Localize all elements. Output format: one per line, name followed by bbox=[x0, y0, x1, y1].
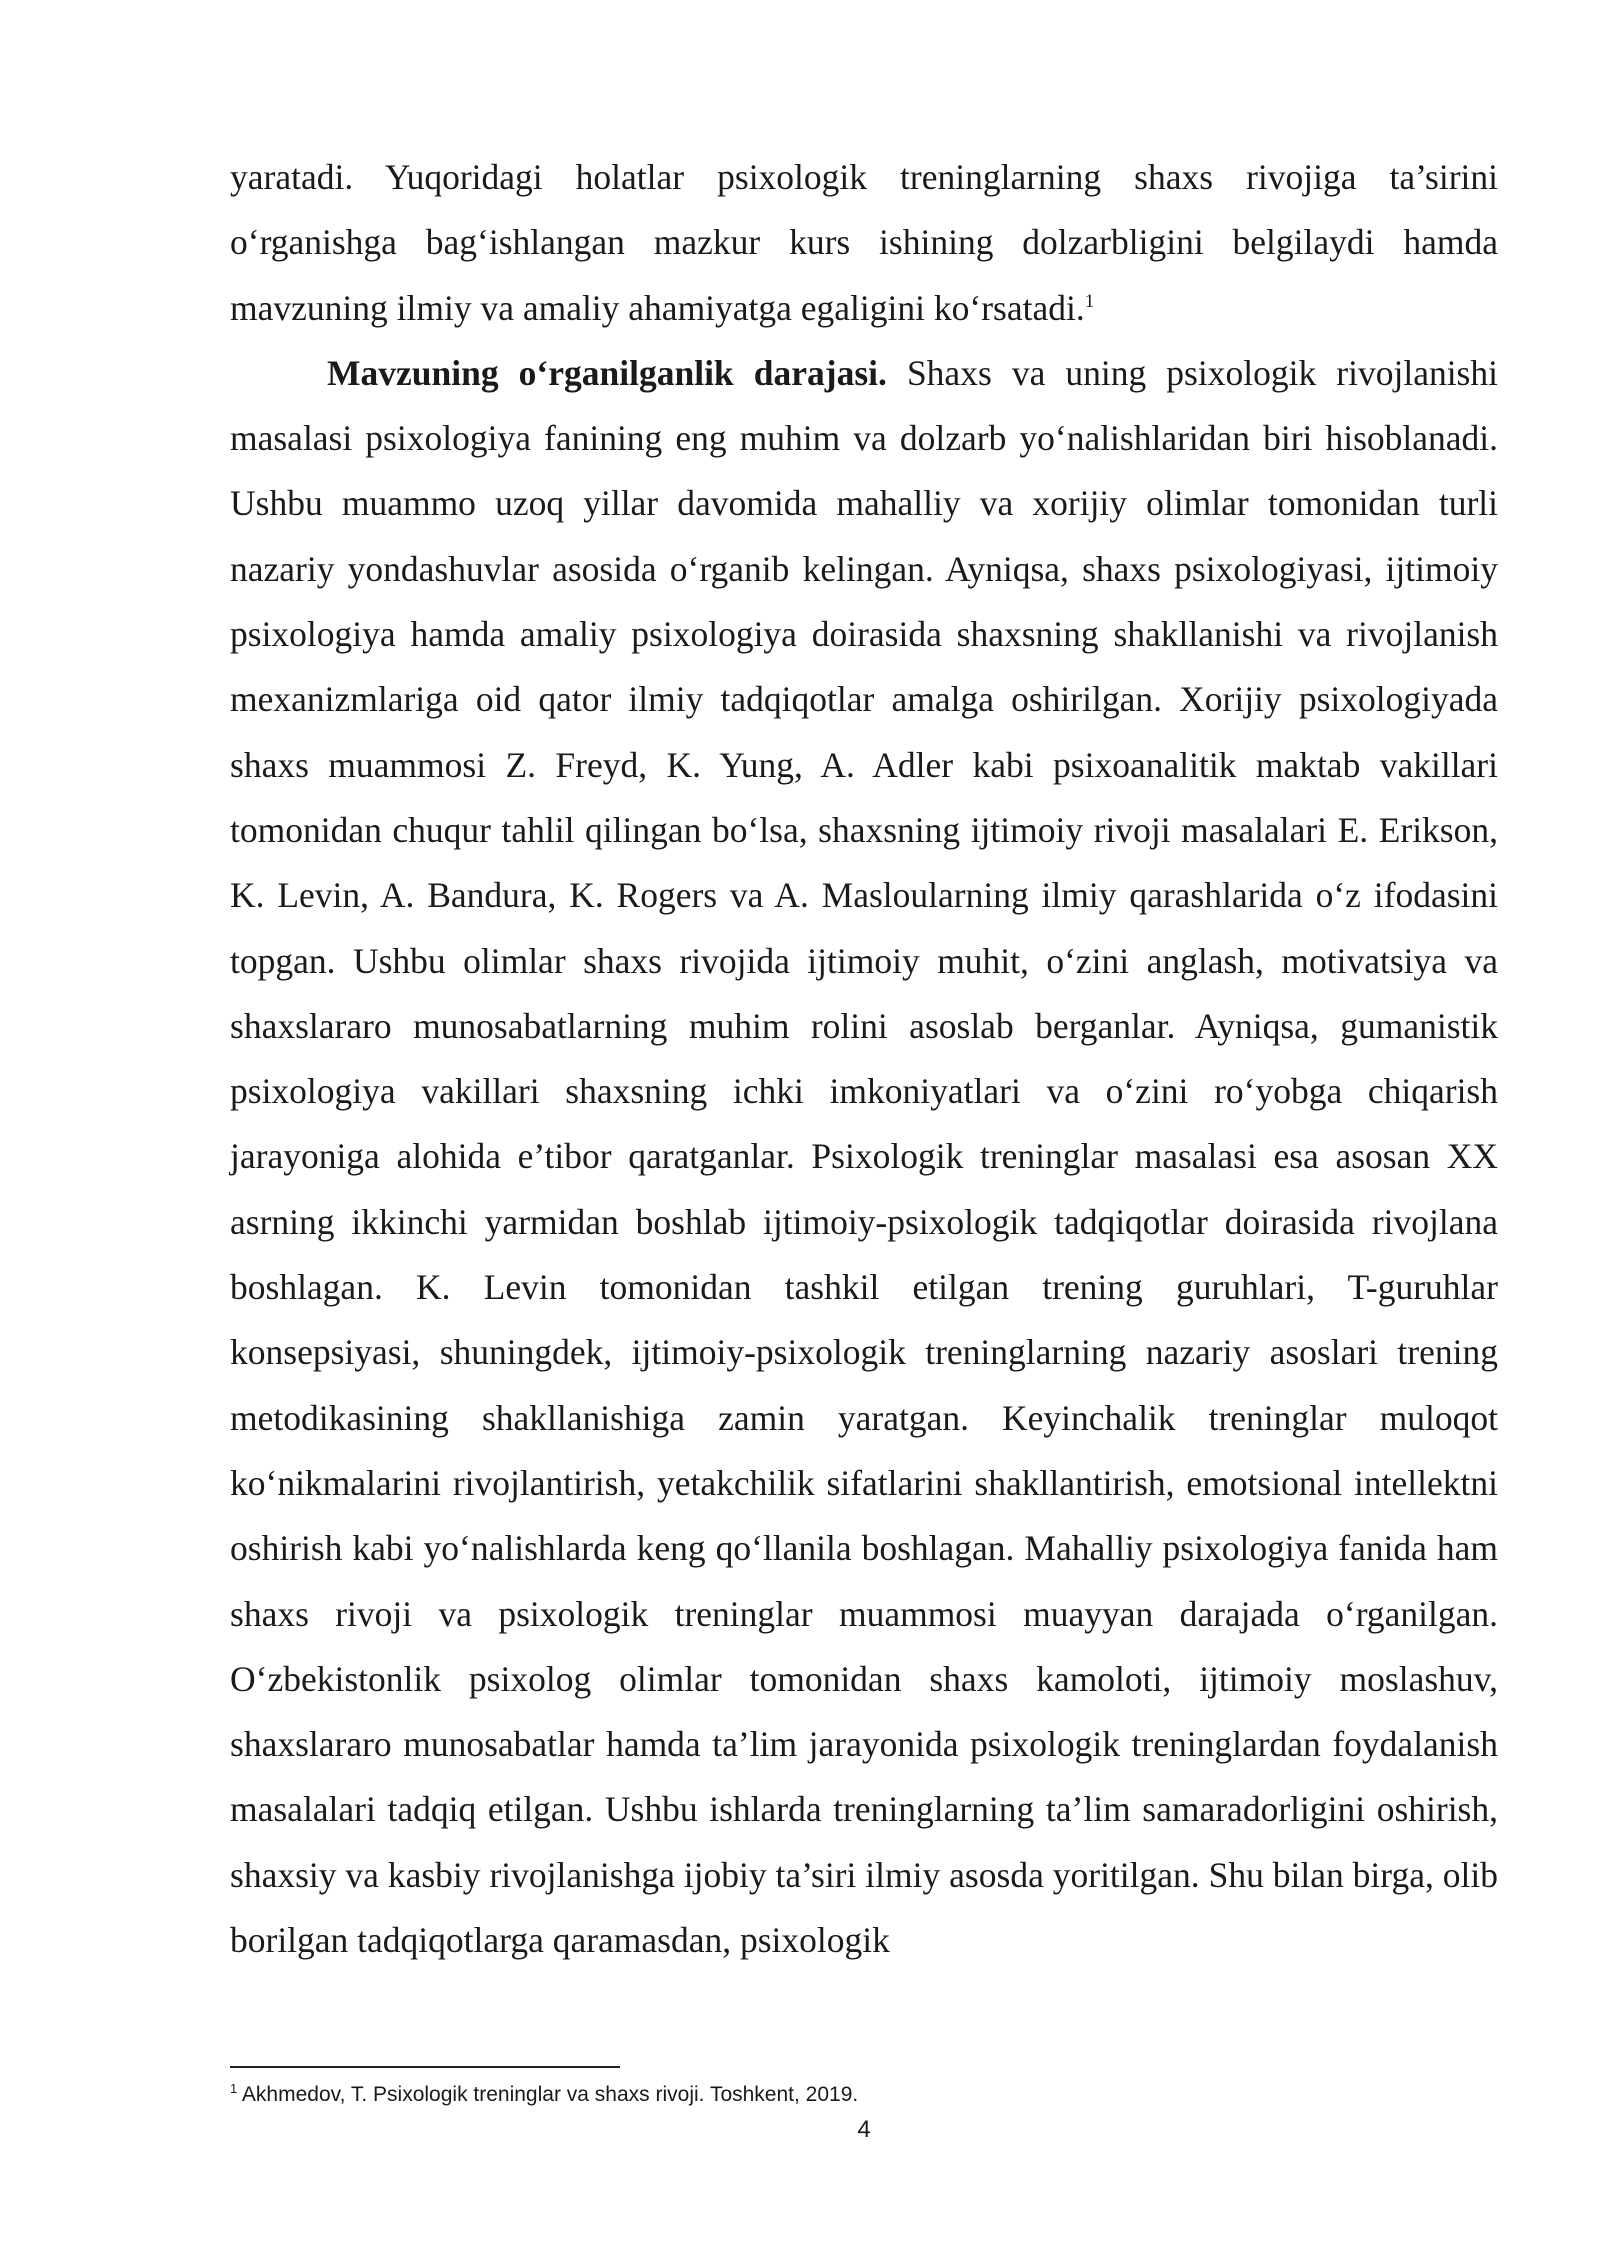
paragraph-study-level bbox=[230, 341, 1498, 1973]
footnote-marker: 1 bbox=[230, 2081, 238, 2096]
paragraph-intro-continuation bbox=[230, 145, 1498, 341]
footnote-separator bbox=[230, 2066, 620, 2068]
body-text bbox=[230, 145, 1498, 1973]
paragraph-2-text: Shaxs va uning psixologik rivojlanishi masalasi psixologiya fanining eng muhim va dolzarb yo‘nalishlaridan biri hisoblanadi. Ushbu muammo uzoq yillar davomida mahalliy va xorijiy olimlar tomonidan turli nazariy yondashuvlar asosida o‘rganib kelingan. Ayniqsa, shaxs psixologiyasi, ijtimoiy psixologiya hamda amaliy psixologiya doirasida shaxsning shakllanishi va rivojlanish mexanizmlariga oid qator ilmiy tadqiqotlar amalga oshirilgan. Xorijiy psixologiyada shaxs muammosi Z. Freyd, K. Yung, A. Adler kabi psixoanalitik maktab vakillari tomonidan chuqur tahlil qilingan bo‘lsa, shaxsning ijtimoiy rivoji masalalari E. Erikson, K. Levin, A. Bandura, K. Rogers va A. Masloularning ilmiy qarashlarida o‘z ifodasini topgan. Ushbu olimlar shaxs rivojida ijtimoiy muhit, o‘zini anglash, motivatsiya va shaxslararo munosabatlarning muhim rolini asoslab berganlar. Ayniqsa, gumanistik psixologiya vakillari shaxsning ichki imkoniyatlari va o‘zini ro‘yobga chiqarish jarayoniga alohida e’tibor qaratganlar. Psixologik treninglar masalasi esa asosan XX asrning ikkinchi yarmidan boshlab ijtimoiy-psixologik tadqiqotlar doirasida rivojlana boshlagan. K. Levin tomonidan tashkil etilgan trening guruhlari, T-guruhlar konsepsiyasi, shuningdek, ijtimoiy-psixologik treninglarning nazariy asoslari trening metodikasining shakllanishiga zamin yaratgan. Keyinchalik treninglar muloqot ko‘nikmalarini rivojlantirish, yetakchilik sifatlarini shakllantirish, emotsional intellektni oshirish kabi yo‘nalishlarda keng qo‘llanila boshlagan. Mahalliy psixologiya fanida ham shaxs rivoji va psixologik treninglar muammosi muayyan darajada o‘rganilgan. O‘zbekistonlik psixolog olimlar tomonidan shaxs kamoloti, ijtimoiy moslashuv, shaxslararo munosabatlar hamda ta’lim jarayonida psixologik treninglardan foydalanish masalalari tadqiq etilgan. Ushbu ishlarda treninglarning ta’lim samaradorligini oshirish, shaxsiy va kasbiy rivojlanishga ijobiy ta’siri ilmiy asosda yoritilgan. Shu bilan birga, olib borilgan tadqiqotlarga qaramasdan, psixologik bbox=[230, 352, 1498, 1961]
footnote-text: Akhmedov, T. Psixologik treninglar va shaxs rivoji. Toshkent, 2019. bbox=[237, 2083, 859, 2106]
footnote bbox=[230, 2082, 1500, 2108]
paragraph-1-text: yaratadi. Yuqoridagi holatlar psixologik treninglarning shaxs rivojiga ta’sirini o‘rganishga bag‘ishlangan mazkur kurs ishining dolzarbligini belgilaydi hamda mavzuning ilmiy va amaliy ahamiyatga egaligini ko‘rsatadi. bbox=[230, 157, 1498, 328]
page-number: 4 bbox=[857, 2116, 871, 2143]
section-heading-inline: Mavzuning o‘rganilganlik darajasi. bbox=[327, 352, 887, 393]
footnote-reference[interactable]: 1 bbox=[1084, 290, 1095, 312]
